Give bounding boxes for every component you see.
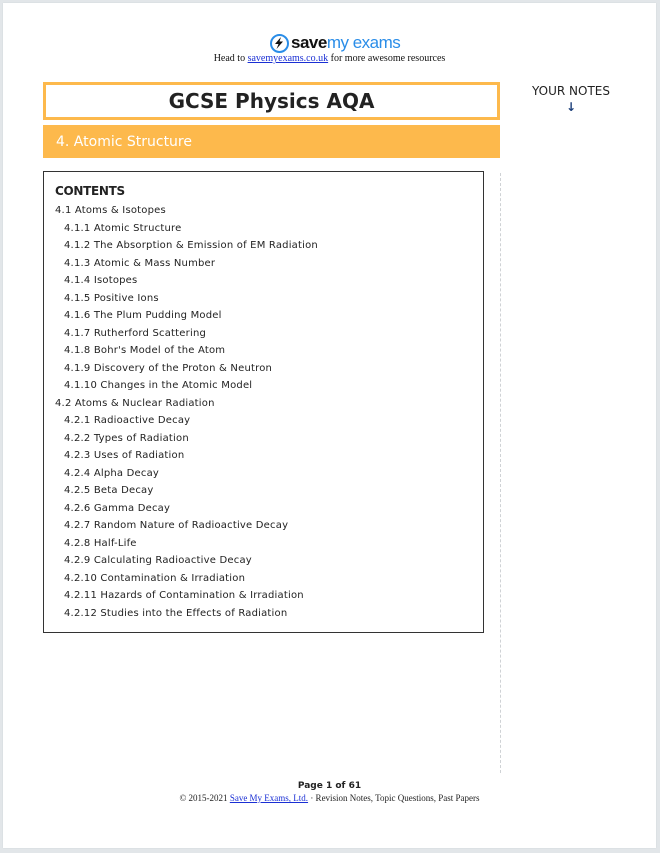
toc-subsection[interactable]: 4.2.10 Contamination & Irradiation [64,572,246,584]
toc-subsection[interactable]: 4.1.2 The Absorption & Emission of EM Radiation [64,240,318,251]
contents-heading: CONTENTS [55,184,125,198]
toc-subsection[interactable]: 4.1.9 Discovery of the Proton & Neutron [64,362,273,374]
toc-subsection[interactable]: 4.2.4 Alpha Decay [64,467,160,479]
toc-subsection[interactable]: 4.2.2 Types of Radiation [64,432,189,444]
toc-subsection[interactable]: 4.1.6 The Plum Pudding Model [64,310,222,321]
lightning-bolt-icon [270,34,289,53]
toc-subsection[interactable]: 4.2.12 Studies into the Effects of Radiation [64,607,288,619]
toc-section[interactable]: 4.2 Atoms & Nuclear Radiation [55,397,215,409]
toc-subsection[interactable]: 4.1.10 Changes in the Atomic Model [64,380,253,391]
logo-text-myexams: my exams [326,33,401,52]
company-link[interactable]: Save My Exams, Ltd. [229,793,309,803]
chapter-banner [43,125,500,158]
toc-subsection[interactable]: 4.2.1 Radioactive Decay [64,415,191,426]
toc-subsection[interactable]: 4.1.5 Positive Ions [64,292,159,304]
document-title-box [43,82,500,120]
chapter-title: 4. Atomic Structure [56,133,192,150]
toc-list [55,204,483,624]
toc-subsection[interactable]: 4.1.1 Atomic Structure [64,222,182,234]
tagline-suffix: for more awesome resources [330,53,446,64]
toc-subsection[interactable]: 4.1.7 Rutherford Scattering [64,327,207,339]
copyright-prefix: © 2015-2021 [179,793,228,803]
toc-subsection[interactable]: 4.1.8 Bohr's Model of the Atom [64,345,226,356]
copyright-suffix: · Revision Notes, Topic Questions, Past Papers [310,793,480,803]
toc-subsection[interactable]: 4.1.3 Atomic & Mass Number [64,257,216,269]
document-title: GCSE Physics AQA [168,89,375,113]
footer-copyright [3,793,656,803]
arrow-down-icon: ↓ [565,100,577,114]
toc-subsection[interactable]: 4.2.6 Gamma Decay [64,502,171,514]
table-of-contents [43,171,484,633]
toc-subsection[interactable]: 4.2.5 Beta Decay [64,485,154,496]
your-notes-label: YOUR NOTES [531,84,610,98]
toc-subsection[interactable]: 4.2.11 Hazards of Contamination & Irradiation [64,590,304,601]
toc-subsection[interactable]: 4.2.8 Half-Life [64,537,137,549]
toc-subsection[interactable]: 4.2.7 Random Nature of Radioactive Decay [64,520,289,531]
notes-divider [500,173,501,773]
document-page [3,3,656,848]
toc-subsection[interactable]: 4.2.3 Uses of Radiation [64,450,185,461]
tagline-prefix: Head to [213,53,246,64]
toc-section[interactable]: 4.1 Atoms & Isotopes [55,205,166,216]
tagline [3,53,656,64]
toc-subsection[interactable]: 4.1.4 Isotopes [64,275,138,286]
page-number: Page 1 of 61 [297,781,362,791]
toc-subsection[interactable]: 4.2.9 Calculating Radioactive Decay [64,555,252,566]
logo-text-save: save [291,33,327,52]
save-my-exams-logo[interactable] [270,33,400,53]
website-link[interactable]: savemyexams.co.uk [247,53,329,64]
